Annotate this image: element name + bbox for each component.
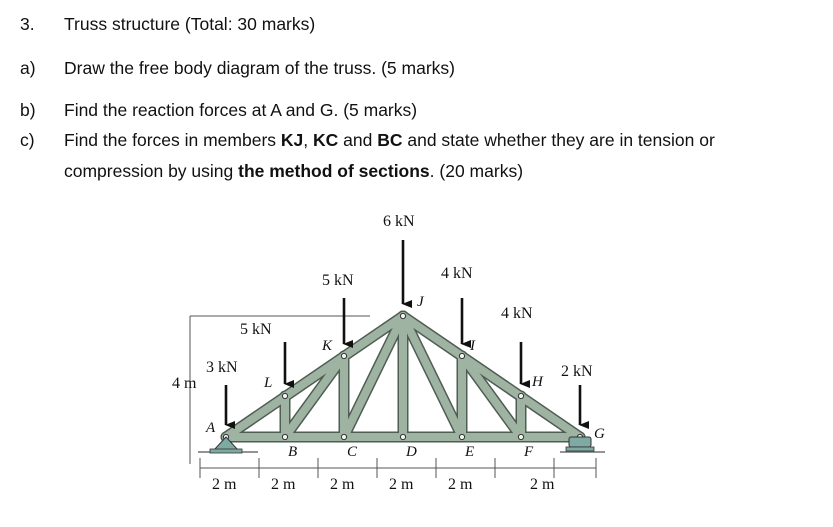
part-a-label: a) [20,58,36,78]
load-label-6kn: 6 kN [383,213,415,230]
part-c-sep: , [303,130,313,150]
dim-label-span-2: 2 m [271,476,296,493]
node-label-i: I [470,338,475,354]
member-kc: KC [313,130,339,150]
dim-label-span-4: 2 m [389,476,414,493]
node-label-e: E [465,444,475,460]
part-b-text: Find the reaction forces at A and G. (5 marks) [64,100,418,120]
dim-label-span-6: 2 m [530,476,555,493]
part-c-text-2: and state whether they are in tension or [402,130,715,150]
truss-members [226,316,580,437]
part-c-line2-end: . (20 marks) [429,161,524,181]
part-c-and: and [338,130,378,150]
part-c-line2-start: compression by using [64,161,239,181]
part-c-text-1: Find the forces in members [64,130,281,150]
member-bc: BC [377,130,403,150]
load-label-4kn-i: 4 kN [441,265,473,282]
member-kj: KJ [280,130,304,150]
node-label-b: B [288,444,298,460]
part-c-label: c) [20,130,35,150]
node-label-f: F [524,444,534,460]
dim-label-span-5: 2 m [448,476,473,493]
load-label-3kn: 3 kN [206,359,238,376]
node-label-g: G [594,426,605,442]
roller-support-g [566,437,594,451]
node-label-j: J [417,294,424,310]
node-label-l: L [264,375,273,391]
load-label-5kn: 5 kN [322,272,354,289]
load-label-5kn-l: 5 kN [240,321,272,338]
node-label-d: D [406,444,417,460]
part-a-text: Draw the free body diagram of the truss. (5 marks) [64,58,455,78]
dim-label-span-1: 2 m [212,476,237,493]
load-label-4kn-h: 4 kN [501,305,533,322]
question-number: 3. [20,14,35,34]
question-title: Truss structure (Total: 30 marks) [64,14,316,34]
node-label-a: A [206,420,216,436]
dim-label-height: 4 m [172,375,197,392]
method-of-sections: the method of sections [238,161,430,181]
node-label-c: C [347,444,358,460]
part-b-label: b) [20,100,36,120]
node-label-h: H [532,374,543,390]
dim-label-span-3: 2 m [330,476,355,493]
node-label-k: K [322,338,333,354]
load-label-2kn: 2 kN [561,363,593,380]
